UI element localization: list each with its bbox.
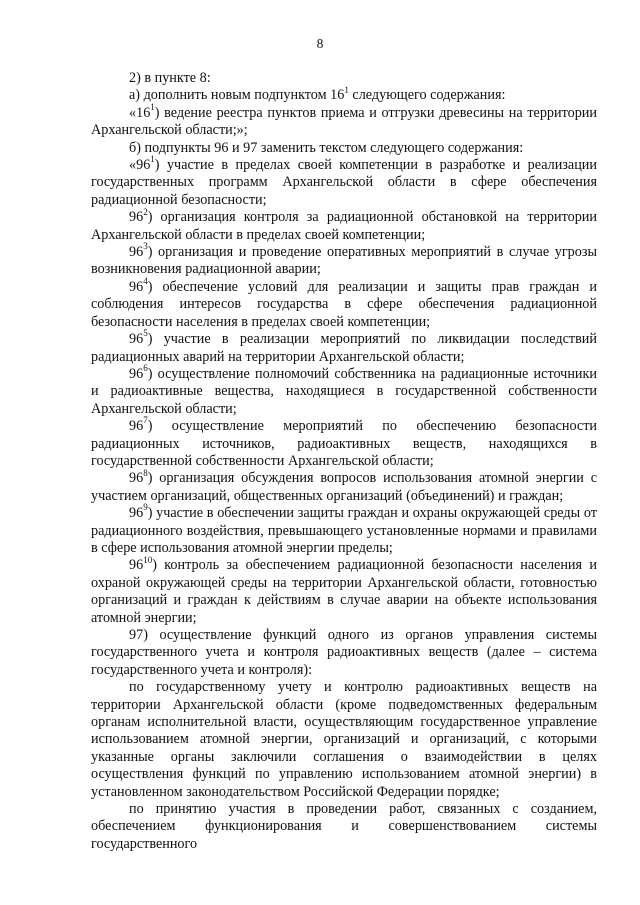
paragraph: 2) в пункте 8: xyxy=(129,70,211,86)
paragraph: «$16^1$) ведение реестра пунктов приема и отгрузки древесины на территории Архангельской области;»; xyxy=(91,102,597,139)
paragraph: по принятию участия в проведении работ, связанных с созданием, обеспечением функционирования и совершенствованием системы государственного xyxy=(91,801,597,852)
paragraph: $96^7$) осуществление мероприятий по обеспечению безопасности радиационных источников, радиоактивных веществ, находящихся в государственной собственности Архангельской области; xyxy=(91,415,597,469)
paragraph: $96^6$) осуществление полномочий собственника на радиационные источники и радиоактивные вещества, находящиеся в государственной собственности Архангельской области; xyxy=(91,363,597,417)
paragraph: $96^5$) участие в реализации мероприятий по ликвидации последствий радиационных аварий на территории Архангельской области; xyxy=(91,328,597,365)
paragraph: $96^8$) организация обсуждения вопросов использования атомной энергии с участием организаций, общественных организаций (объединений) и граждан; xyxy=(91,467,597,504)
paragraph: $96^9$) участие в обеспечении защиты граждан и охраны окружающей среды от радиационного воздействия, превышающего установленные нормами и правилами в сфере использования атомной энергии пределы; xyxy=(91,502,597,556)
paragraph: $96^{10}$) контроль за обеспечением радиационной безопасности населения и охраной окружающей среды на территории Архангельской области, готовностью организаций и граждан к действиям в случае аварии на объекте использования атомной энергии; xyxy=(91,554,597,626)
paragraph: $96^3$) организация и проведение оперативных мероприятий в случае угрозы возникновения радиационной аварии; xyxy=(91,241,597,278)
paragraph: «$96^1$) участие в пределах своей компетенции в разработке и реализации государственных программ Архангельской области в сфере обеспечения радиационной безопасности; xyxy=(91,154,597,208)
paragraph: а) дополнить новым подпунктом $16^1$ следующего содержания: xyxy=(129,84,506,104)
paragraph: б) подпункты 96 и 97 заменить текстом следующего содержания: xyxy=(129,139,524,156)
paragraph: $96^4$) обеспечение условий для реализации и защиты прав граждан и соблюдения интересов государства в сфере обеспечения радиационной безопасности населения в пределах своей компетенции; xyxy=(91,276,597,330)
paragraph: 97) осуществление функций одного из органов управления системы государственного учета и контроля радиоактивных веществ (далее – система государственного учета и контроля): xyxy=(91,627,597,678)
paragraph: по государственному учету и контролю радиоактивных веществ на территории Архангельской области (кроме подведомственных федеральным органам исполнительной власти, осуществляющим государственное управление использованием атомной энергии, организаций и организаций, с которыми указанные органы заключили соглашения о взаимодействии в целях осуществления функций по управлению использованием атомной энергии) в установленном законодательством Российской Федерации порядке; xyxy=(91,679,597,800)
document-body xyxy=(91,70,597,853)
page-number: 8 xyxy=(316,36,324,51)
paragraph: $96^2$) организация контроля за радиационной обстановкой на территории Архангельской области в пределах своей компетенции; xyxy=(91,206,597,243)
